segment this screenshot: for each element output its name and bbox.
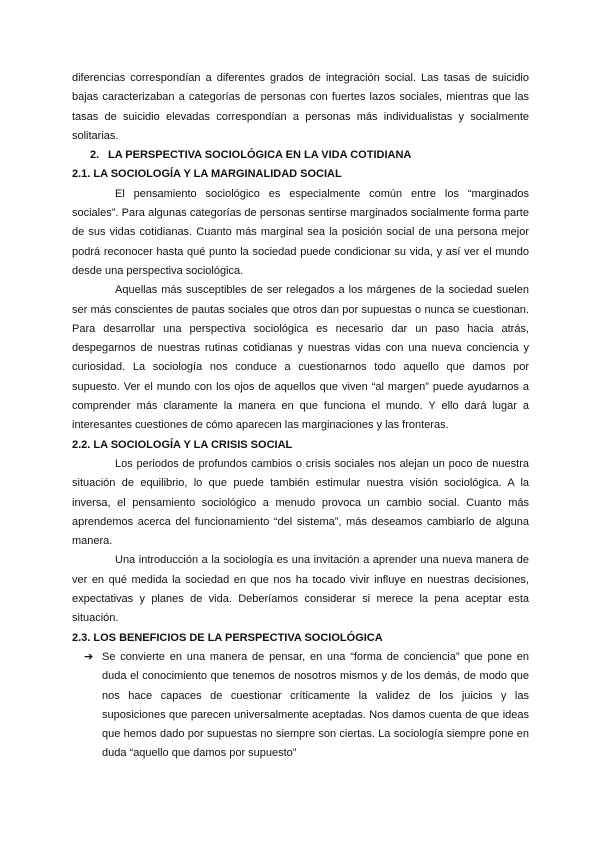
benefit-list-item (72, 648, 529, 764)
subsection-heading-beneficios: 2.3. LOS BENEFICIOS DE LA PERSPECTIVA SOCIOLÓGICA (72, 631, 383, 644)
crisis-paragraph-2: Una introducción a la sociología es una invitación a aprender una nueva manera de ver en qué medida la sociedad en que nos ha tocado vivir influye en nuestras decisiones, expectativas y planes de vida. Deberíamos considerar si merece la pena aceptar esta situación. (72, 554, 529, 625)
arrow-bullet-icon: ➔ (84, 650, 94, 663)
section-heading (72, 146, 529, 165)
crisis-paragraph-1: Los periodos de profundos cambios o crisis sociales nos alejan un poco de nuestra situación de equilibrio, lo que puede también estimular nuestra visión sociológica. A la inversa, el pensamiento sociológico a menudo provoca un cambio social. Cuanto más aprendemos acerca del funcionamiento “del sistema”, más deseamos cambiarlo de alguna manera. (72, 457, 529, 548)
intro-paragraph: diferencias correspondían a diferentes grados de integración social. Las tasas de suicidio bajas caracterizaban a categorías de personas con fuertes lazos sociales, mientras que las tasas de suicidio elevadas correspondían a personas más individualistas y socialmente solitarias. (72, 72, 529, 142)
section-number: 2. (90, 149, 100, 162)
subsection-heading-marginalidad: 2.1. LA SOCIOLOGÍA Y LA MARGINALIDAD SOCIAL (72, 168, 342, 181)
marginalidad-paragraph-1: El pensamiento sociológico es especialmente común entre los “marginados sociales”. Para algunas categorías de personas sentirse marginados socialmente forma parte de sus vidas cotidianas. Cuanto más marginal sea la posición social de una persona mejor podrá reconocer hasta qué punto la sociedad puede condicionar su vida, y así ver el mundo desde una perspectiva sociológica. (72, 187, 529, 277)
document-page (72, 69, 529, 764)
section-title: LA PERSPECTIVA SOCIOLÓGICA EN LA VIDA COTIDIANA (108, 149, 412, 162)
benefit-text: Se convierte en una manera de pensar, en una “forma de conciencia” que pone en duda el conocimiento que tenemos de nosotros mismos y de los demás, de modo que nos hace capaces de cuestionar críticamente la validez de los juicios y las suposiciones que parecen universalmente aceptadas. Nos damos cuenta de que ideas que hemos dado por supuestas no siempre son ciertas. La sociología siempre pone en duda “aquello que damos por supuesto” (102, 650, 529, 760)
subsection-heading-crisis: 2.2. LA SOCIOLOGÍA Y LA CRISIS SOCIAL (72, 438, 293, 451)
marginalidad-paragraph-2: Aquellas más susceptibles de ser relegados a los márgenes de la sociedad suelen ser más conscientes de pautas sociales que otros dan por supuestas o nunca se cuestionan. Para desarrollar una perspectiva sociológica es necesario dar un paso hacia atrás, despegarnos de nuestras rutinas cotidianas y nuestras vidas con una nueva conciencia y curiosidad. La sociología nos conduce a cuestionarnos todo aquello que damos por supuesto. Ver el mundo con los ojos de aquellos que viven “al margen” puede ayudarnos a comprender más claramente la manera en que funciona el mundo. Y ello dará lugar a interesantes cuestiones de cómo aparecen las marginaciones y las fronteras. (72, 284, 529, 432)
